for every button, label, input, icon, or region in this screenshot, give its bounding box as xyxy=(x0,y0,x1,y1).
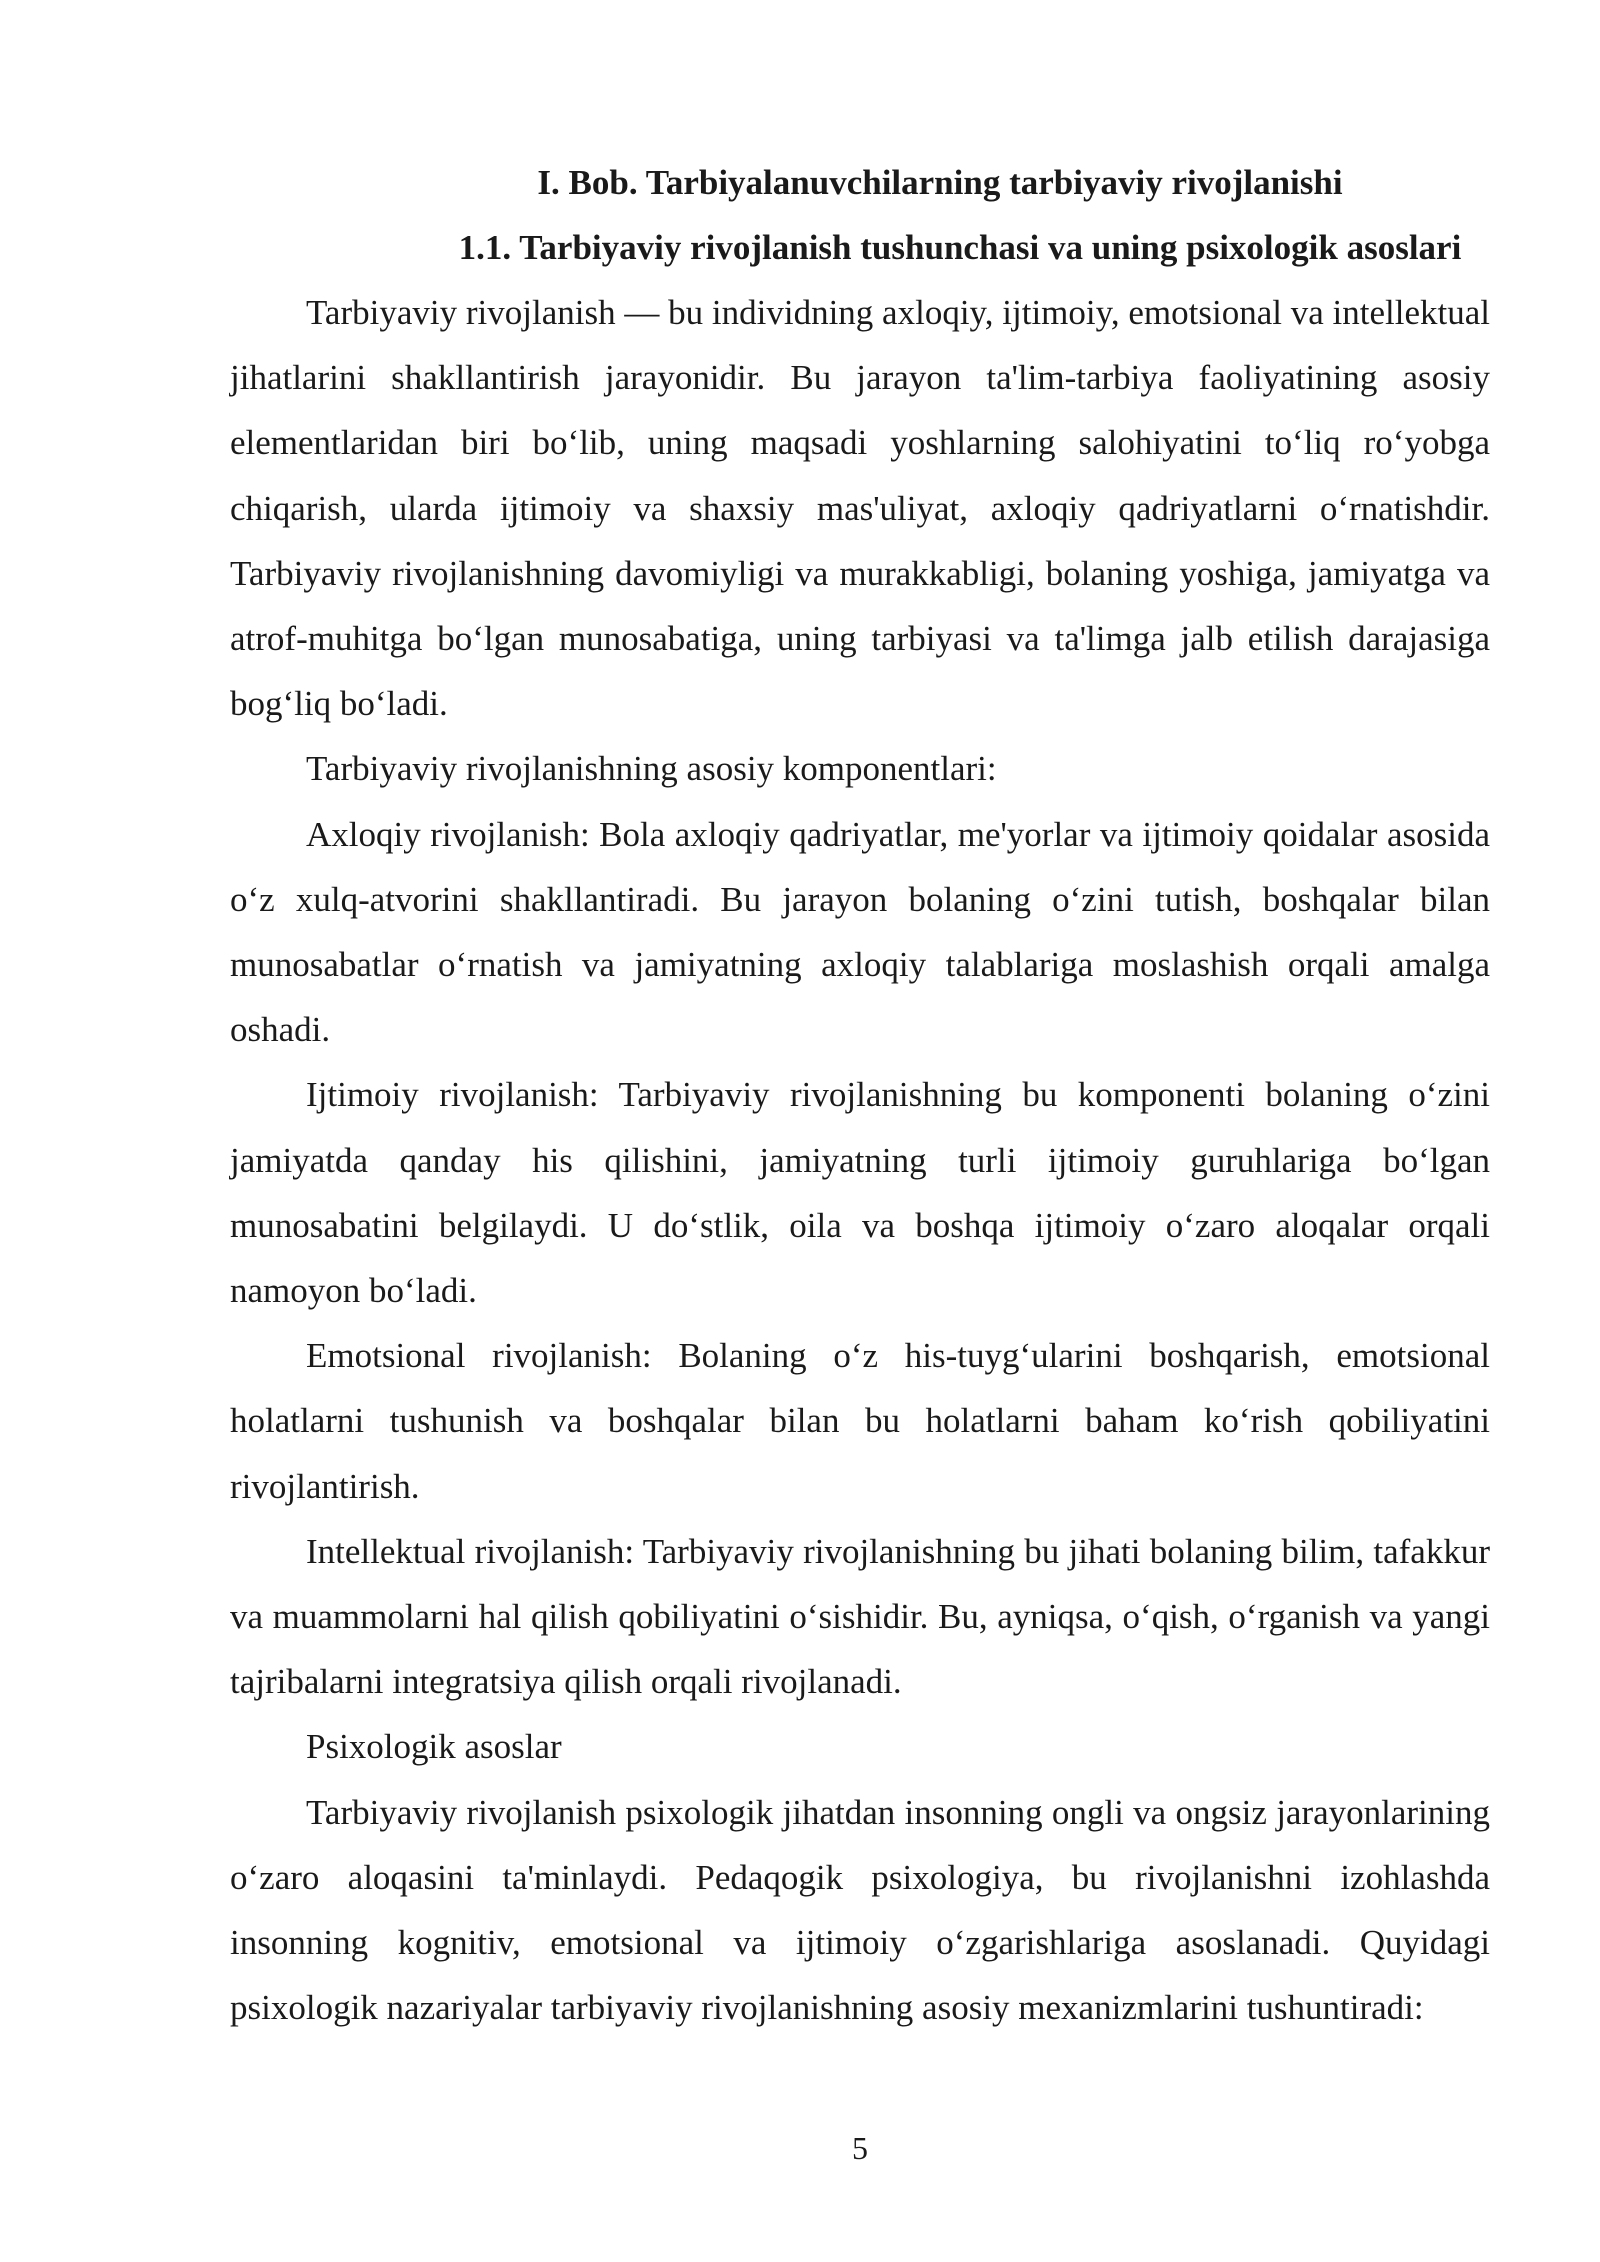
paragraph-psychological-basis: Tarbiyaviy rivojlanish psixologik jihatdan insonning ongli va ongsiz jarayonlarining o‘zaro aloqasini ta'minlaydi. Pedaqogik psixologiya, bu rivojlanishni izohlashda insonning kognitiv, emotsional va ijtimoiy o‘zgarishlariga asoslanadi. Quyidagi psixologik nazariyalar tarbiyaviy rivojlanishning asosiy mexanizmlarini tushuntiradi: xyxy=(230,1792,1490,2028)
paragraph-moral-development: Axloqiy rivojlanish: Bola axloqiy qadriyatlar, me'yorlar va ijtimoiy qoidalar asosida o‘z xulq-atvorini shakllantiradi. Bu jarayon bolaning o‘zini tutish, boshqalar bilan munosabatlar o‘rnatish va jamiyatning axloqiy talablariga moslashish orqali amalga oshadi. xyxy=(230,814,1490,1050)
chapter-heading: I. Bob. Tarbiyalanuvchilarning tarbiyaviy rivojlanishi xyxy=(537,163,1343,202)
paragraph-intellectual-development: Intellektual rivojlanish: Tarbiyaviy rivojlanishning bu jihati bolaning bilim, tafakkur va muammolarni hal qilish qobiliyatini o‘sishidir. Bu, ayniqsa, o‘qish, o‘rganish va yangi tajribalarni integratsiya qilish orqali rivojlanadi. xyxy=(230,1531,1490,1702)
paragraph-social-development: Ijtimoiy rivojlanish: Tarbiyaviy rivojlanishning bu komponenti bolaning o‘zini jamiyatda qanday his qilishini, jamiyatning turli ijtimoiy guruhlariga bo‘lgan munosabatini belgilaydi. U do‘stlik, oila va boshqa ijtimoiy o‘zaro aloqalar orqali namoyon bo‘ladi. xyxy=(230,1075,1490,1311)
paragraph-intro: Tarbiyaviy rivojlanish — bu individning axloqiy, ijtimoiy, emotsional va intellektual jihatlarini shakllantirish jarayonidir. Bu jarayon ta'lim-tarbiya faoliyatining asosiy elementlaridan biri bo‘lib, uning maqsadi yoshlarning salohiyatini to‘liq ro‘yobga chiqarish, ularda ijtimoiy va shaxsiy mas'uliyat, axloqiy qadriyatlarni o‘rnatishdir. Tarbiyaviy rivojlanishning davomiyligi va murakkabligi, bolaning yoshiga, jamiyatga va atrof-muhitga bo‘lgan munosabatiga, uning tarbiyasi va ta'limga jalb etilish darajasiga bog‘liq bo‘ladi. xyxy=(230,293,1490,724)
section-heading: 1.1. Tarbiyaviy rivojlanish tushunchasi va uning psixologik asoslari xyxy=(458,228,1462,267)
document-page xyxy=(230,150,1490,2040)
paragraph-components-title: Tarbiyaviy rivojlanishning asosiy komponentlari: xyxy=(306,749,997,789)
page-number: 5 xyxy=(852,2130,868,2166)
paragraph-emotional-development: Emotsional rivojlanish: Bolaning o‘z his-tuyg‘ularini boshqarish, emotsional holatlarni tushunish va boshqalar bilan bu holatlarni baham ko‘rish qobiliyatini rivojlantirish. xyxy=(230,1336,1490,1506)
paragraph-psychological-title: Psixologik asoslar xyxy=(306,1727,562,1767)
